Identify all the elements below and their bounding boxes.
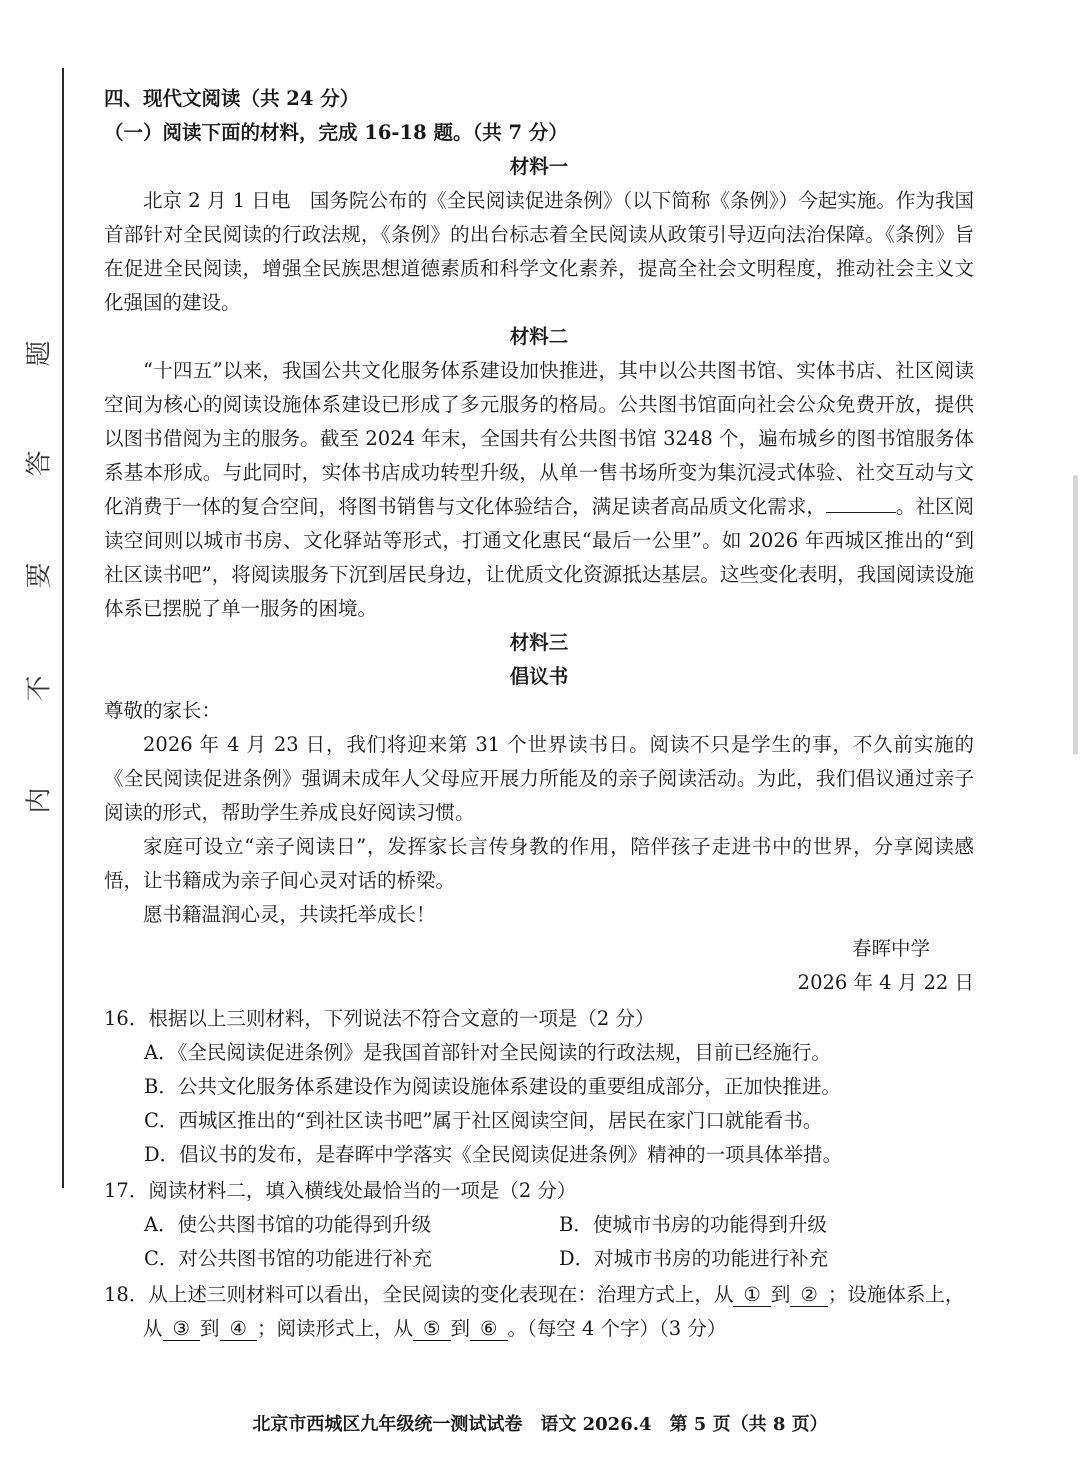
material-2-text	[104, 354, 974, 626]
q16-emphasis: 不符合	[401, 1007, 461, 1030]
margin-char-2: 答	[24, 450, 55, 477]
q18-text-4: 到	[200, 1317, 220, 1340]
q18-blank-5: ⑤	[413, 1317, 450, 1341]
q16-stem-a: 16．根据以上三则材料，下列说法	[104, 1007, 402, 1030]
q17-option-a: A．使公共图书馆的功能得到升级	[144, 1213, 432, 1236]
question-18	[104, 1278, 974, 1346]
q16-stem-b: 文意的一项是（2 分）	[460, 1007, 655, 1030]
material-1-title: 材料一	[509, 155, 569, 178]
margin-char-4: 不	[24, 675, 55, 702]
margin-char-1: 题	[24, 340, 55, 367]
margin-char-3: 要	[24, 562, 55, 589]
q18-blank-6: ⑥	[470, 1317, 507, 1341]
exam-content	[104, 82, 974, 1346]
q17-option-d: D．对城市书房的功能进行补充	[559, 1247, 829, 1270]
q18-text-6: 到	[450, 1317, 471, 1340]
proposal-paragraph-2: 家庭可设立“亲子阅读日”，发挥家长言传身教的作用，陪伴孩子走进书中的世界，分享阅读感悟，让书籍成为亲子间心灵对话的桥梁。	[104, 835, 974, 892]
q18-text-3: ；设施体系上，从	[143, 1283, 965, 1340]
q18-text-5: ；阅读形式上，从	[257, 1317, 414, 1340]
q16-option-d: D．倡议书的发布，是春晖中学落实《全民阅读促进条例》精神的一项具体举措。	[144, 1143, 843, 1166]
proposal-paragraph-3: 愿书籍温润心灵，共读托举成长！	[143, 903, 436, 926]
section-subtitle: （一）阅读下面的材料，完成 16-18 题。（共 7 分）	[104, 121, 568, 144]
question-17-stem: 17．阅读材料二，填入横线处最恰当的一项是（2 分）	[104, 1179, 577, 1202]
q18-blank-4: ④	[220, 1317, 257, 1341]
q16-option-a: A．《全民阅读促进条例》是我国首部针对全民阅读的行政法规，目前已经施行。	[144, 1041, 831, 1064]
fill-blank-line	[826, 490, 896, 513]
q16-option-c: C．西城区推出的“到社区读书吧”属于社区阅读空间，居民在家门口就能看书。	[144, 1109, 823, 1132]
proposal-paragraph-1: 2026 年 4 月 23 日，我们将迎来第 31 个世界读书日。阅读不只是学生的事，不久前实施的《全民阅读促进条例》强调未成年人父母应开展力所能及的亲子阅读活动。为此，我们倡议通过亲子阅读的形式，帮助学生养成良好阅读习惯。	[104, 733, 974, 824]
binding-margin-line	[62, 68, 64, 1188]
q18-blank-3: ③	[163, 1317, 200, 1341]
material-1-text: 北京 2 月 1 日电 国务院公布的《全民阅读促进条例》（以下简称《条例》）今起实施。作为我国首部针对全民阅读的行政法规，《条例》的出台标志着全民阅读从政策引导迈向法治保障。《条例》旨在促进全民阅读，增强全民族思想道德素质和科学文化素养，提高全社会文明程度，推动社会主义文化强国的建设。	[104, 189, 974, 314]
margin-char-5: 内	[24, 787, 55, 814]
q17-options-row-2	[104, 1242, 974, 1276]
q17-option-c: C．对公共图书馆的功能进行补充	[144, 1247, 432, 1270]
proposal-signer: 春晖中学	[851, 937, 930, 960]
q17-options-row-1	[104, 1208, 974, 1242]
q18-blank-2: ②	[790, 1283, 827, 1307]
proposal-date: 2026 年 4 月 22 日	[797, 971, 974, 994]
q16-option-b: B．公共文化服务体系建设作为阅读设施体系建设的重要组成部分，正加快推进。	[144, 1075, 841, 1098]
proposal-greeting: 尊敬的家长：	[104, 699, 222, 722]
material-2-title: 材料二	[509, 325, 569, 348]
q18-text-2: 到	[770, 1283, 791, 1306]
question-16	[104, 1002, 974, 1172]
question-16-stem	[104, 1002, 974, 1036]
material-3-title: 材料三	[509, 631, 569, 654]
question-17	[104, 1174, 974, 1276]
q18-text-7: 。（每空 4 个字）（3 分）	[507, 1317, 727, 1340]
material-2-text-b: 。社区阅读空间则以城市书房、文化驿站等形式，打通文化惠民“最后一公里”。如 2026 年西城区推出的“到社区读书吧”，将阅读服务下沉到居民身边，让优质文化资源抵达基层。这些变化表明，我国阅读设施体系已摆脱了单一服务的困境。	[104, 495, 974, 620]
material-2-text-a: “十四五”以来，我国公共文化服务体系建设加快推进，其中以公共图书馆、实体书店、社区阅读空间为核心的阅读设施体系建设已形成了多元服务的格局。公共图书馆面向社会公众免费开放，提供以图书借阅为主的服务。截至 2024 年末，全国共有公共图书馆 3248 个，遍布城乡的图书馆服务体系基本形成。与此同时，实体书店成功转型升级，从单一售书场所变为集沉浸式体验、社交互动与文化消费于一体的复合空间，将图书销售与文化体验结合，满足读者高品质文化需求，	[104, 359, 974, 518]
section-title: 四、现代文阅读（共 24 分）	[104, 87, 360, 110]
q17-option-b: B．使城市书房的功能得到升级	[559, 1213, 827, 1236]
page-edge-shadow	[1073, 475, 1078, 755]
proposal-title: 倡议书	[509, 665, 569, 688]
q18-blank-1: ①	[733, 1283, 770, 1307]
q18-text-1: 18．从上述三则材料可以看出，全民阅读的变化表现在：治理方式上，从	[104, 1283, 734, 1306]
page-footer: 北京市西城区九年级统一测试试卷 语文 2026.4 第 5 页（共 8 页）	[252, 1414, 828, 1435]
